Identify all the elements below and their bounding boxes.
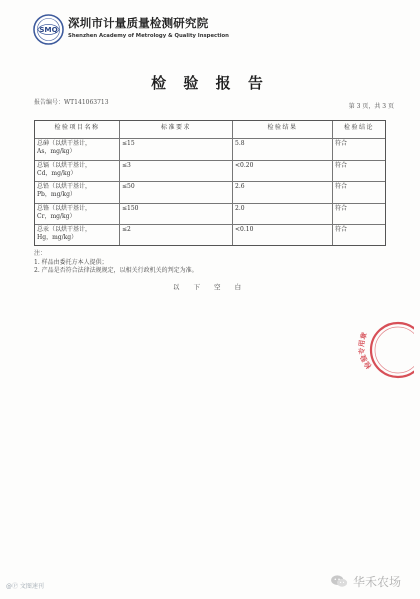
conclusion-cell: 符合 [335, 183, 348, 191]
institute-logo-icon [33, 14, 64, 45]
item-name-line: Cr，mg/kg） [37, 212, 76, 220]
table-row [35, 204, 385, 226]
conclusion-cell: 符合 [335, 226, 348, 234]
notes [34, 250, 198, 276]
institute-name-cn: 深圳市计量质量检测研究院 [68, 16, 209, 30]
table-header-row [35, 121, 385, 139]
report-number-label: 报告编号： [34, 99, 65, 106]
results-table [34, 120, 386, 246]
report-number [34, 97, 109, 106]
standard-cell: ≤15 [120, 139, 233, 160]
report-number-value: WT141063713 [64, 99, 109, 106]
item-name-line: As，mg/kg） [37, 148, 76, 155]
item-name-cell [35, 204, 120, 225]
result-cell: <0.10 [233, 225, 333, 245]
item-name-line: 总汞（以烘干基计， [37, 226, 92, 234]
logo-lettering: SMQ [39, 25, 58, 35]
result-cell: <0.20 [233, 161, 333, 182]
item-name-cell [35, 182, 120, 203]
note-line: 2. 产品是否符合法律法规规定，以相关行政机关的判定为准。 [34, 267, 198, 274]
result-cell: 2.0 [233, 204, 333, 225]
note-line: 1. 样品由委托方本人提供； [34, 258, 108, 266]
item-name-line: Hg，mg/kg） [37, 234, 78, 242]
page-info: 第 3 页，共 3 页 [348, 103, 394, 110]
seal-lettering: 检验专用章 [358, 331, 374, 371]
standard-cell: ≤50 [120, 182, 233, 203]
account-watermark [330, 572, 401, 590]
column-header: 检验结果 [233, 121, 333, 138]
conclusion-cell: 符合 [335, 140, 348, 147]
result-cell: 2.6 [233, 182, 333, 203]
table-row [35, 161, 385, 183]
official-seal-stamp [358, 316, 414, 380]
item-name-line: 总镉（以烘干基计， [37, 161, 92, 169]
result-cell: 5.8 [233, 139, 333, 160]
standard-cell: ≤150 [120, 204, 233, 225]
source-watermark: @Ⓟ 文图速刊 [6, 583, 44, 590]
item-name-line: Cd，mg/kg） [37, 169, 77, 177]
standard-cell: ≤3 [120, 161, 233, 182]
notes-label: 注： [34, 250, 47, 257]
blank-below-notice: 以 下 空 白 [172, 283, 248, 291]
column-header: 标准要求 [120, 121, 233, 138]
item-name-line: 总铅（以烘干基计， [37, 183, 92, 191]
item-name-line: 总砷（以烘干基计， [37, 140, 92, 147]
report-title: 检 验 报 告 [151, 74, 269, 92]
conclusion-cell: 符合 [335, 204, 348, 212]
institute-name-en: Shenzhen Academy of Metrology & Quality Inspection [68, 33, 229, 39]
standard-cell: ≤2 [120, 225, 233, 245]
table-row [35, 182, 385, 204]
account-name: 华禾农场 [353, 574, 402, 589]
table-row [35, 139, 385, 161]
item-name-line: Pb，mg/kg） [37, 191, 76, 199]
item-name-cell [35, 225, 120, 245]
wechat-icon [330, 574, 348, 588]
conclusion-cell: 符合 [335, 161, 348, 169]
column-header: 检验结论 [343, 124, 374, 131]
item-name-line: 总铬（以烘干基计， [37, 204, 92, 212]
item-name-cell [35, 139, 120, 160]
table-row [35, 225, 385, 245]
item-name-cell [35, 161, 120, 182]
column-header: 检验项目名称 [35, 121, 120, 138]
